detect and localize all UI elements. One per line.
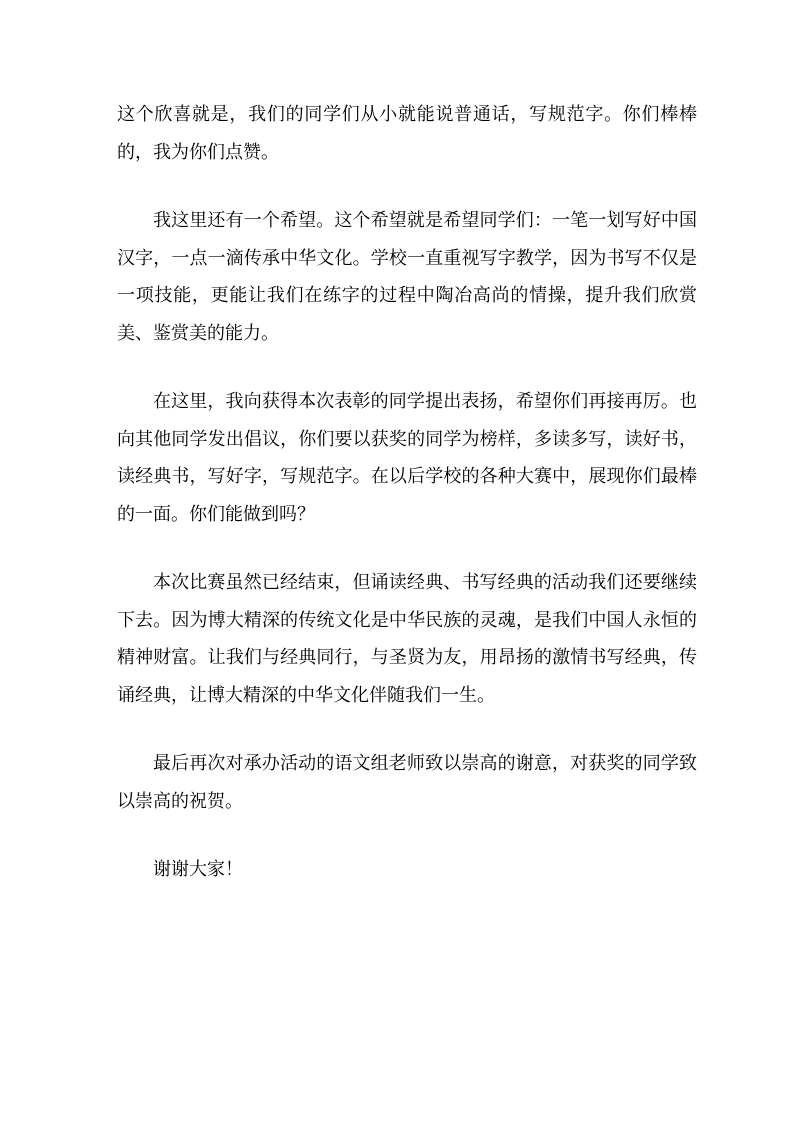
- paragraph-5: 最后再次对承办活动的语文组老师致以崇高的谢意，对获奖的同学致以崇高的祝贺。: [117, 753, 697, 812]
- paragraph-6: 谢谢大家！: [153, 859, 243, 880]
- paragraph-4: 本次比赛虽然已经结束，但诵读经典、书写经典的活动我们还要继续下去。因为博大精深的传统文化是中华民族的灵魂，是我们中国人永恒的精神财富。让我们与经典同行，与圣贤为友，用昂扬的激情书写经典，传诵经典，让博大精深的中华文化伴随我们一生。: [117, 572, 697, 706]
- paragraph-3: 在这里，我向获得本次表彰的同学提出表扬，希望你们再接再厉。也向其他同学发出倡议，你们要以获奖的同学为榜样，多读多写，读好书，读经典书，写好字，写规范字。在以后学校的各种大赛中，展现你们最棒的一面。你们能做到吗？: [117, 391, 697, 525]
- paragraph-2: 我这里还有一个希望。这个希望就是希望同学们：一笔一划写好中国汉字，一点一滴传承中华文化。学校一直重视写字教学，因为书写不仅是一项技能，更能让我们在练字的过程中陶冶高尚的情操，提升我们欣赏美、鉴赏美的能力。: [117, 210, 697, 344]
- document-body: [117, 96, 697, 889]
- paragraph-1: 这个欣喜就是，我们的同学们从小就能说普通话，写规范字。你们棒棒的，我为你们点赞。: [117, 104, 697, 163]
